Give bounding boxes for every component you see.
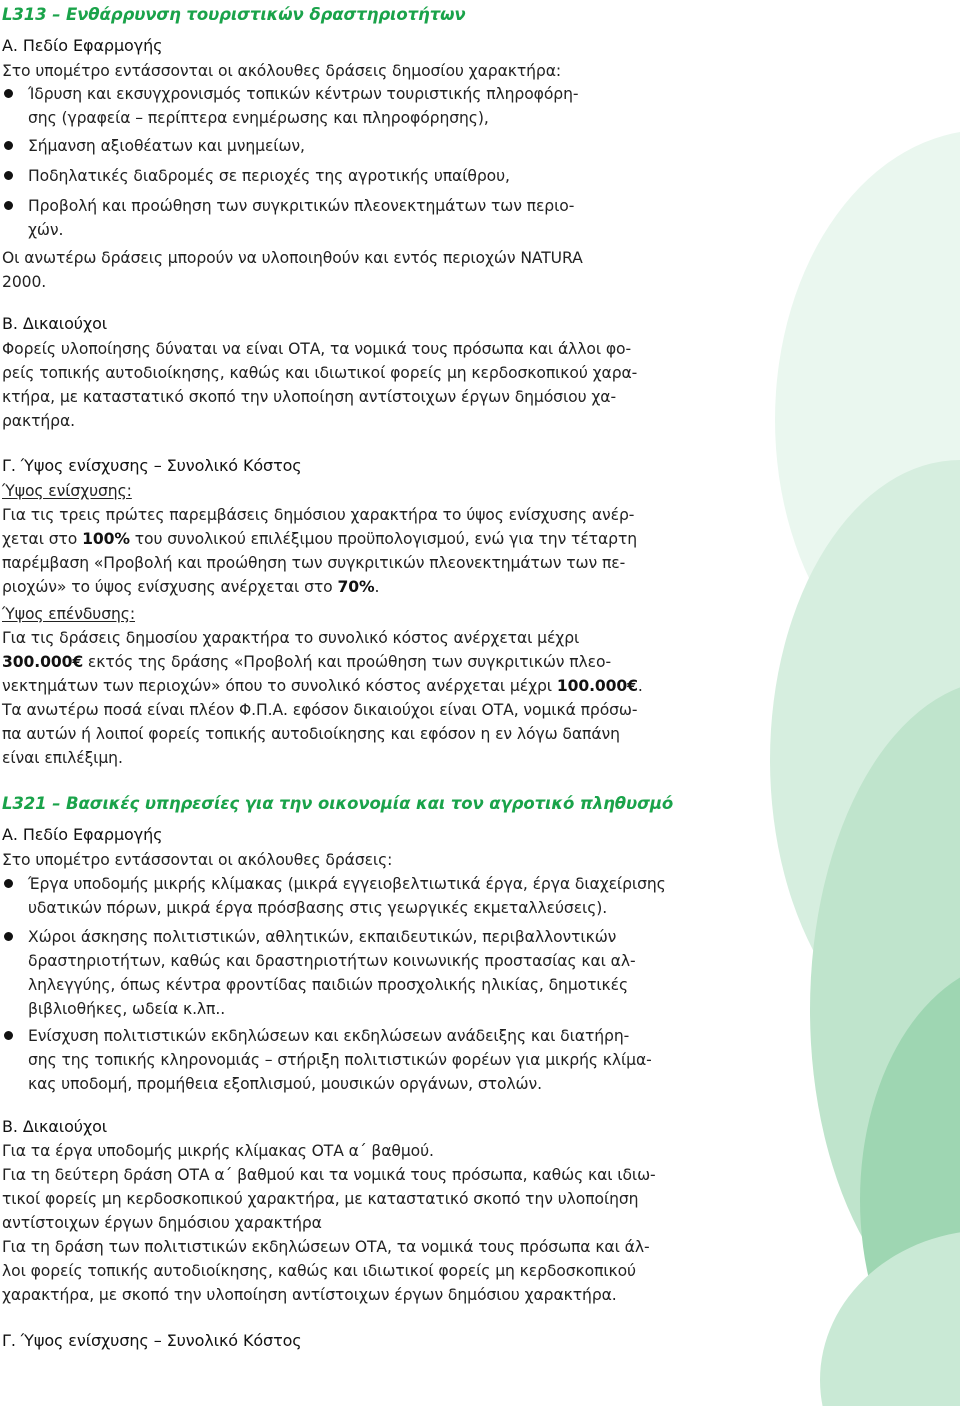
list-item-line: Ποδηλατικές διαδρομές σε περιοχές της αγροτικής υπαίθρου, <box>28 167 510 185</box>
bullet-icon <box>4 201 13 210</box>
paragraph-line: Οι ανωτέρω δράσεις μπορούν να υλοποιηθούν και εντός περιοχών NATURA <box>2 249 583 267</box>
heading-a-scope: Α. Πεδίο Εφαρμογής <box>2 825 163 844</box>
percentage-value: 70% <box>337 578 375 596</box>
paragraph-line: πα αυτών ή λοιποί φορείς τοπικής αυτοδιοίκησης και εφόσον η εν λόγω δαπάνη <box>2 725 620 743</box>
paragraph-line: ρείς τοπικής αυτοδιοίκησης, καθώς και ιδιωτικοί φορείς μη κερδοσκοπικού χαρα- <box>2 364 638 382</box>
bullet-icon <box>4 171 13 180</box>
paragraph-line <box>2 529 637 549</box>
paragraph-line <box>2 577 379 597</box>
list-item-line: Προβολή και προώθηση των συγκριτικών πλεονεκτημάτων των περιο- <box>28 197 575 215</box>
list-item-line: Ίδρυση και εκσυγχρονισμός τοπικών κέντρων τουριστικής πληροφόρη- <box>28 85 579 103</box>
text-run: χεται στο <box>2 530 83 548</box>
text-run: . <box>374 578 380 596</box>
list-item-line: χών. <box>28 221 64 239</box>
heading-c-support: Γ. Ύψος ενίσχυσης – Συνολικό Κόστος <box>2 456 302 475</box>
list-item-line: Σήμανση αξιοθέατων και μνημείων, <box>28 137 305 155</box>
paragraph-line: ρακτήρα. <box>2 412 75 430</box>
list-item-line: Χώροι άσκησης πολιτιστικών, αθλητικών, εκπαιδευτικών, περιβαλλοντικών <box>28 928 617 946</box>
paragraph-line: Για τις τρεις πρώτες παρεμβάσεις δημόσιου χαρακτήρα το ύψος ενίσχυσης ανέρ- <box>2 506 635 524</box>
amount-value: 100.000€ <box>556 677 638 695</box>
bullet-icon <box>4 1031 13 1040</box>
paragraph-line: είναι επιλέξιμη. <box>2 749 123 767</box>
text-run: εκτός της δράσης «Προβολή και προώθηση των συγκριτικών πλεο- <box>83 653 611 671</box>
list-item-line: βιβλιοθήκες, ωδεία κ.λπ.. <box>28 1000 226 1018</box>
paragraph-line: Στο υπομέτρο εντάσσονται οι ακόλουθες δράσεις δημοσίου χαρακτήρα: <box>2 62 562 80</box>
paragraph-line: Φορείς υλοποίησης δύναται να είναι ΟΤΑ, τα νομικά τους πρόσωπα και άλλοι φο- <box>2 340 632 358</box>
heading-a-scope: Α. Πεδίο Εφαρμογής <box>2 36 163 55</box>
paragraph-line: Για τις δράσεις δημοσίου χαρακτήρα το συνολικό κόστος ανέρχεται μέχρι <box>2 629 580 647</box>
paragraph-line: κτήρα, με καταστατικό σκοπό την υλοποίηση αντίστοιχων έργων δημόσιου χα- <box>2 388 616 406</box>
amount-value: 300.000€ <box>2 653 84 671</box>
text-run: νεκτημάτων των περιοχών» όπου το συνολικό κόστος ανέρχεται μέχρι <box>2 677 557 695</box>
paragraph-line: παρέμβαση «Προβολή και προώθηση των συγκριτικών πλεονεκτημάτων των πε- <box>2 554 626 572</box>
text-run: του συνολικού επιλέξιμου προϋπολογισμού, ενώ για την τέταρτη <box>129 530 638 548</box>
list-item-line: σης της τοπικής κληρονομιάς – στήριξη πολιτιστικών φορέων για μικρής κλίμα- <box>28 1051 652 1069</box>
list-item-line: ληλεγγύης, όπως κέντρα φροντίδας παιδιών προσχολικής ηλικίας, δημοτικές <box>28 976 629 994</box>
paragraph-line: Στο υπομέτρο εντάσσονται οι ακόλουθες δράσεις: <box>2 851 393 869</box>
section-title-l321: L321 – Βασικές υπηρεσίες για την οικονομία και τον αγροτικό πληθυσμό <box>2 794 674 813</box>
paragraph-line: τικοί φορείς μη κερδοσκοπικού χαρακτήρα, με καταστατικό σκοπό την υλοποίηση <box>2 1190 639 1208</box>
bullet-icon <box>4 89 13 98</box>
paragraph-line: χαρακτήρα, με σκοπό την υλοποίηση αντίστοιχων έργων δημόσιου χαρακτήρα. <box>2 1286 617 1304</box>
subheading-investment-level: Ύψος επένδυσης: <box>2 605 135 623</box>
heading-b-beneficiaries: Β. Δικαιούχοι <box>2 314 108 333</box>
heading-b-beneficiaries: Β. Δικαιούχοι <box>2 1117 108 1136</box>
paragraph-line: λοι φορείς τοπικής αυτοδιοίκησης, καθώς και ιδιωτικοί φορείς μη κερδοσκοπικού <box>2 1262 636 1280</box>
paragraph-line: αντίστοιχων έργων δημόσιου χαρακτήρα <box>2 1214 322 1232</box>
text-run: ριοχών» το ύψος ενίσχυσης ανέρχεται στο <box>2 578 338 596</box>
subheading-support-level: Ύψος ενίσχυσης: <box>2 482 132 500</box>
section-title-l313: L313 – Ενθάρρυνση τουριστικών δραστηριοτήτων <box>2 5 466 24</box>
list-item-line: Ενίσχυση πολιτιστικών εκδηλώσεων και εκδηλώσεων ανάδειξης και διατήρη- <box>28 1027 630 1045</box>
bullet-icon <box>4 879 13 888</box>
paragraph-line: 2000. <box>2 273 47 291</box>
list-item-line: κας υποδομή, προμήθεια εξοπλισμού, μουσικών οργάνων, στολών. <box>28 1075 542 1093</box>
paragraph-line: Για τη δεύτερη δράση ΟΤΑ α΄ βαθμού και τα νομικά τους πρόσωπα, καθώς και ιδιω- <box>2 1166 656 1184</box>
paragraph-line <box>2 652 611 672</box>
heading-c-support: Γ. Ύψος ενίσχυσης – Συνολικό Κόστος <box>2 1331 302 1350</box>
list-item-line: σης (γραφεία – περίπτερα ενημέρωσης και πληροφόρησης), <box>28 109 489 127</box>
text-run: . <box>637 677 643 695</box>
list-item-line: υδατικών πόρων, μικρά έργα πρόσβασης στις γεωργικές εκμεταλλεύσεις). <box>28 899 608 917</box>
percentage-value: 100% <box>82 530 130 548</box>
list-item-line: Έργα υποδομής μικρής κλίμακας (μικρά εγγειοβελτιωτικά έργα, έργα διαχείρισης <box>28 875 666 893</box>
paragraph-line: Για τη δράση των πολιτιστικών εκδηλώσεων ΟΤΑ, τα νομικά τους πρόσωπα και άλ- <box>2 1238 650 1256</box>
paragraph-line: Για τα έργα υποδομής μικρής κλίμακας ΟΤΑ α΄ βαθμού. <box>2 1142 434 1160</box>
bullet-icon <box>4 932 13 941</box>
paragraph-line <box>2 676 643 696</box>
list-item-line: δραστηριοτήτων, καθώς και δραστηριοτήτων κοινωνικής προστασίας και αλ- <box>28 952 636 970</box>
bullet-icon <box>4 141 13 150</box>
paragraph-line: Τα ανωτέρω ποσά είναι πλέον Φ.Π.Α. εφόσον δικαιούχοι είναι ΟΤΑ, νομικά πρόσω- <box>2 701 638 719</box>
